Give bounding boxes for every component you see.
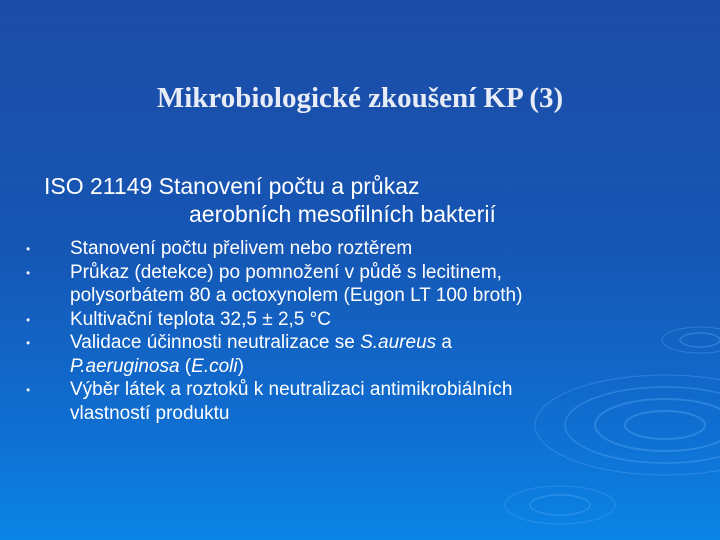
text-plain: Validace účinnosti neutralizace se bbox=[70, 332, 361, 353]
slide-title: Mikrobiologické zkoušení KP (3) bbox=[156, 82, 564, 114]
list-item-text-line1 bbox=[70, 331, 700, 355]
list-item-text-line2: vlastností produktu bbox=[70, 402, 230, 424]
list-item bbox=[20, 261, 700, 308]
text-plain: a bbox=[436, 332, 452, 353]
list-item bbox=[20, 237, 700, 261]
list-item-text-line1: Výběr látek a roztoků k neutralizaci antimikrobiálních bbox=[70, 379, 513, 400]
bullet-icon: • bbox=[26, 312, 31, 327]
list-item-text: Stanovení počtu přelivem nebo roztěrem bbox=[70, 238, 413, 259]
section-heading-line2: aerobních mesofilních bakterií bbox=[189, 201, 496, 227]
organism-name: S.aureus bbox=[360, 332, 437, 353]
text-plain: ( bbox=[179, 355, 192, 377]
list-item bbox=[20, 308, 700, 332]
bullet-icon: • bbox=[26, 265, 31, 280]
list-item-text-line2: polysorbátem 80 a octoxynolem (Eugon LT 100 broth) bbox=[70, 285, 523, 306]
list-item-text: Kultivační teplota 32,5 ± 2,5 °C bbox=[70, 308, 331, 330]
section-heading-line1: ISO 21149 Stanovení počtu a průkaz bbox=[44, 173, 420, 199]
bullet-icon: • bbox=[26, 336, 31, 350]
bullet-icon: • bbox=[26, 383, 31, 397]
bullet-list bbox=[20, 237, 700, 425]
bullet-icon: • bbox=[26, 242, 31, 256]
section-heading bbox=[44, 172, 496, 228]
organism-name: E.coli bbox=[191, 355, 238, 377]
list-item-text-line2 bbox=[70, 355, 700, 379]
list-item-text-line1: Průkaz (detekce) po pomnožení v půdě s lecitinem, bbox=[70, 261, 502, 283]
text-plain: ) bbox=[237, 355, 244, 377]
list-item bbox=[20, 378, 700, 425]
organism-name: P.aeruginosa bbox=[70, 355, 180, 377]
list-item bbox=[20, 331, 700, 378]
